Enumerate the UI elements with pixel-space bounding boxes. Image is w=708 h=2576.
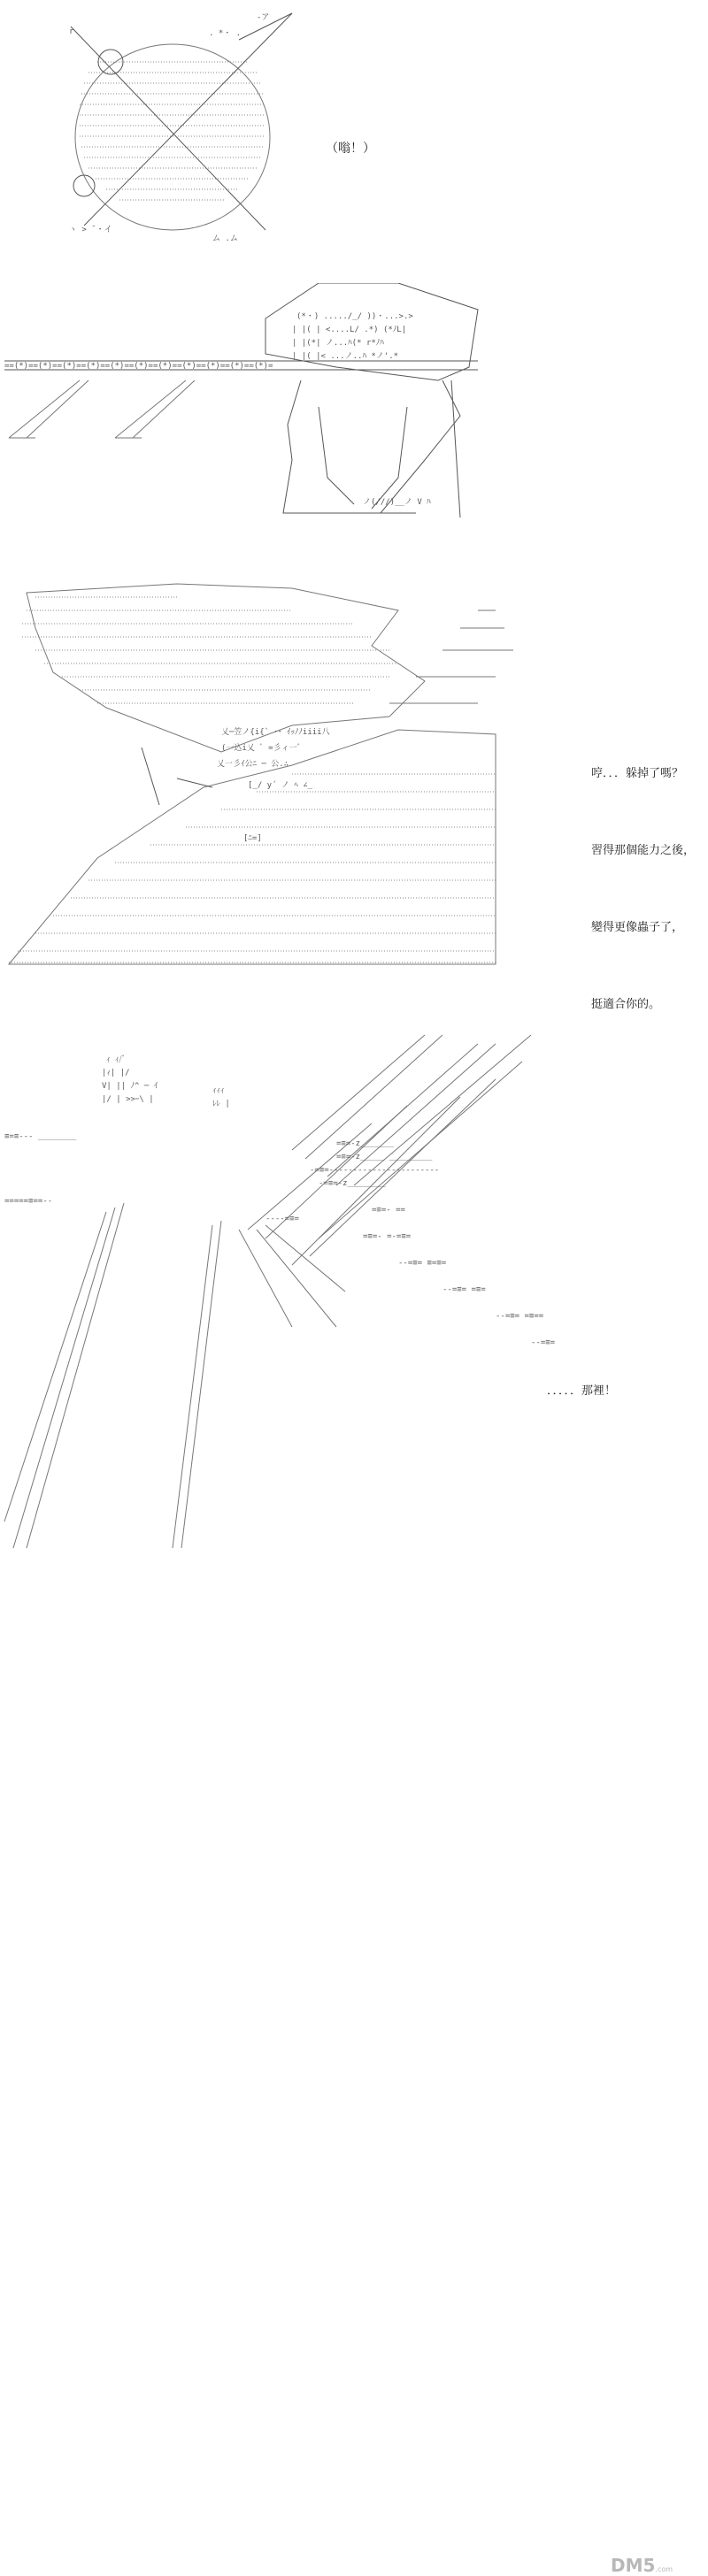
panel-bug — [0, 0, 708, 283]
svg-text:. *・ .: . *・ . — [209, 29, 242, 38]
svg-text:ﾚﾚ |: ﾚﾚ | — [212, 1100, 230, 1108]
svg-text:ヽ > ˘・イ: ヽ > ˘・イ — [69, 226, 112, 234]
svg-text:V| || ﾉ^ ─ ｲ: V| || ﾉ^ ─ ｲ — [102, 1082, 158, 1091]
svg-text:-=≡=-----------------------: -=≡=----------------------- — [310, 1166, 440, 1175]
svg-text:=≡=- ==: =≡=- == — [372, 1206, 405, 1215]
svg-text:=≡=- =-=≡=: =≡=- =-=≡= — [363, 1232, 412, 1241]
exclaim-text: ．．．．．那裡！ — [547, 1384, 617, 1398]
dust-cloud-art — [0, 575, 708, 1026]
svg-text:| |(*| ノ...ﾊ(* r*ﾉﾊ: | |(*| ノ...ﾊ(* r*ﾉﾊ — [292, 339, 384, 348]
svg-text:|/ | >>ｰ\ |: |/ | >>ｰ\ | — [102, 1095, 154, 1104]
svg-text:[_/ y´ ノ ﾍ ∠_: [_/ y´ ノ ﾍ ∠_ — [248, 781, 313, 790]
svg-text:ム .ム: ム .ム — [212, 234, 238, 243]
svg-text:----=≡=: ----=≡= — [266, 1215, 299, 1223]
svg-text:r: r — [69, 27, 74, 36]
svg-text:(一込i乂 ﾞ =彡ィ一ﾞ: (一込i乂 ﾞ =彡ィ一ﾞ — [221, 744, 302, 753]
svg-text:| |( | <....L/ .*) (*ﾉL|: | |( | <....L/ .*) (*ﾉL| — [292, 326, 407, 334]
panel-action-lines — [0, 1026, 708, 2576]
svg-text:| |( |< ...ノ..ﾊ *ノ'.*: | |( |< ...ノ..ﾊ *ノ'.* — [292, 352, 399, 361]
svg-text:|ｨ| |/: |ｨ| |/ — [102, 1069, 130, 1077]
svg-text:乂─笠ノ{i{` ･･ ｲｯﾉﾉiiii八: 乂─笠ノ{i{` ･･ ｲｯﾉﾉiiii八 — [221, 728, 330, 737]
svg-text:ｨ ｨ/ﾞ: ｨ ｨ/ﾞ — [106, 1055, 127, 1064]
svg-text:=≡=-z_____ _________: =≡=-z_____ _________ — [336, 1153, 433, 1162]
svg-text:(*・) ...../_/ ))・...>.>: (*・) ...../_/ ))・...>.> — [296, 312, 413, 321]
speech-line: 習得那個能力之後， — [591, 844, 696, 857]
swordsman-art — [0, 283, 708, 575]
svg-text:=≡=-z_______: =≡=-z_______ — [336, 1139, 395, 1148]
svg-text:乂一彡ｲ公ﾆ ─ 公.∴: 乂一彡ｲ公ﾆ ─ 公.∴ — [217, 760, 289, 769]
svg-text:ｨｨｨ: ｨｨｨ — [212, 1086, 225, 1095]
svg-text:=====≡==--: =====≡==-- — [4, 1197, 53, 1206]
action-lines-art — [0, 1026, 708, 1552]
watermark-sub: .com — [655, 2565, 673, 2573]
svg-text:[ﾆ=]: [ﾆ=] — [243, 834, 262, 843]
watermark-logo: DM5 — [611, 2555, 656, 2576]
speech-line: 變得更像蟲子了， — [591, 921, 684, 934]
svg-text:--=≡= ≡=≡=: --=≡= ≡=≡= — [398, 1259, 447, 1268]
svg-text:--=≡= =≡==: --=≡= =≡== — [496, 1312, 544, 1321]
sound-effect-text: （嗡！） — [326, 142, 375, 156]
site-watermark — [611, 2555, 673, 2576]
svg-text:-=≡=-z________: -=≡=-z________ — [319, 1179, 386, 1188]
svg-text:--=≡= =≡=: --=≡= =≡= — [442, 1285, 486, 1294]
svg-text:==(*)==(*)==(*)==(*)==(*)==(*): ==(*)==(*)==(*)==(*)==(*)==(*)==(*)==(*)==(*)==(*)==(*)= — [4, 362, 273, 371]
svg-text:--=≡=: --=≡= — [531, 1338, 556, 1347]
svg-text:ノ(///)__ノ V ﾊ: ノ(///)__ノ V ﾊ — [363, 498, 431, 507]
speech-line: 挺適合你的。 — [591, 998, 661, 1011]
svg-text:≡=≡--- ________: ≡=≡--- ________ — [4, 1132, 77, 1141]
svg-text:-ア: -ア — [257, 13, 270, 22]
speech-line: 哼．．．躲掉了嗎？ — [591, 767, 684, 780]
